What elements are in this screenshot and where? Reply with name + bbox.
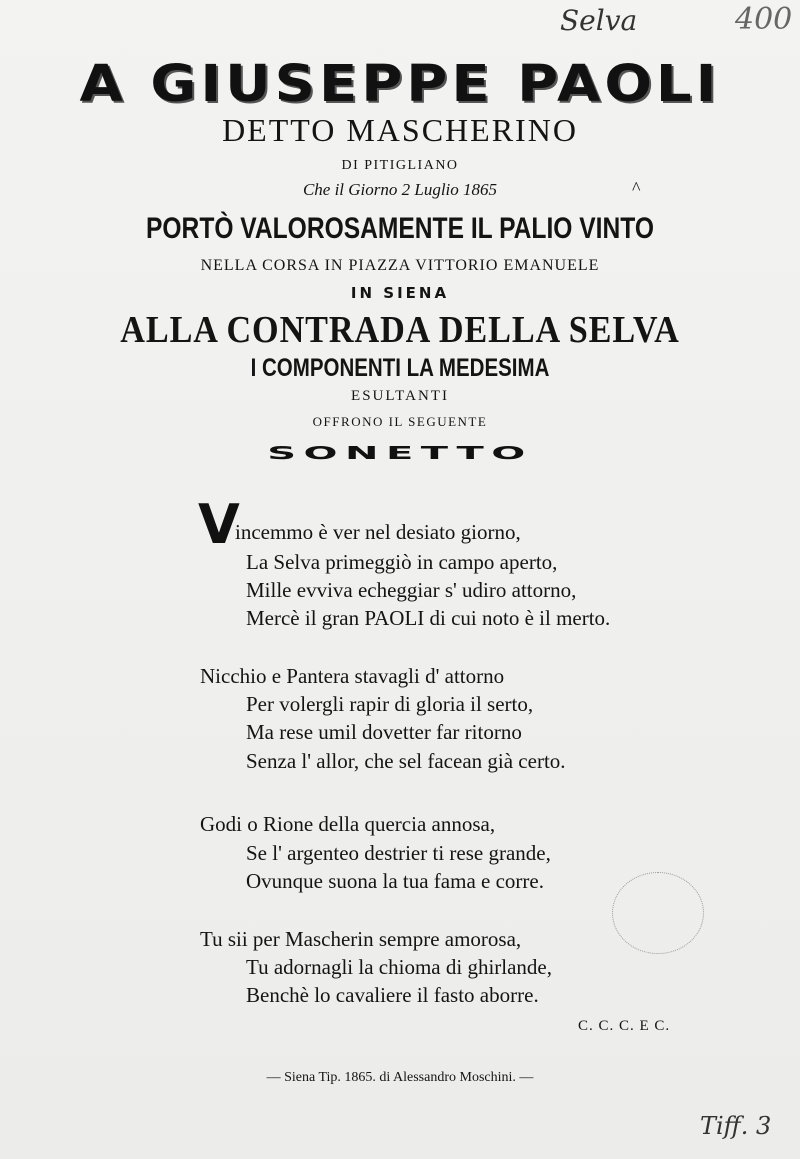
- drop-cap: V: [198, 493, 240, 556]
- deed-line: PORTÒ VALOROSAMENTE IL PALIO VINTO: [146, 212, 654, 245]
- poem-line: Benchè lo cavaliere il fasto aborre.: [246, 983, 539, 1007]
- race-line: NELLA CORSA IN PIAZZA VITTORIO EMANUELE: [200, 257, 600, 274]
- sonnet-heading: SONETTO: [267, 442, 533, 464]
- origin-line: DI PITIGLIANO: [341, 158, 459, 173]
- printer-imprint: — Siena Tip. 1865. di Alessandro Moschini. —: [266, 1070, 534, 1085]
- poem-line: Tu adornagli la chioma di ghirlande,: [246, 955, 552, 979]
- subtitle: DETTO MASCHERINO: [222, 112, 578, 148]
- poem-line: Per volergli rapir di gloria il serto,: [246, 692, 534, 716]
- poem-line: Mille evviva echeggiar s' udiro attorno,: [246, 578, 577, 602]
- poem-line: Ovunque suona la tua fama e corre.: [246, 869, 544, 893]
- poem-line: Tu sii per Mascherin sempre amorosa,: [200, 927, 522, 951]
- archive-reference: Tiff. 3: [700, 1112, 772, 1140]
- handwritten-note: Selva: [560, 4, 638, 37]
- caret-mark: ^: [632, 178, 641, 198]
- poem-line: Godi o Rione della quercia annosa,: [200, 812, 496, 836]
- poem-line: Se l' argenteo destrier ti rese grande,: [246, 841, 551, 865]
- exulting-line: ESULTANTI: [351, 388, 449, 404]
- signature: C. C. C. E C.: [578, 1018, 671, 1034]
- poster-title: A GIUSEPPE PAOLI: [79, 55, 721, 114]
- handwritten-number: 400: [735, 2, 793, 37]
- poem-line: Ma rese umil dovetter far ritorno: [246, 720, 522, 744]
- poem-line: Mercè il gran PAOLI di cui noto è il merto.: [246, 606, 611, 630]
- offer-line: OFFRONO IL SEGUENTE: [312, 414, 488, 429]
- library-stamp: [612, 872, 704, 954]
- poem-line: incemmo è ver nel desiato giorno,: [235, 520, 521, 544]
- poem-line: La Selva primeggiò in campo aperto,: [246, 550, 558, 574]
- poem-line: Nicchio e Pantera stavagli d' attorno: [200, 664, 505, 688]
- date-line: Che il Giorno 2 Luglio 1865: [302, 180, 498, 199]
- poem-line: Senza l' allor, che sel facean già certo.: [246, 749, 566, 773]
- members-line: I COMPONENTI LA MEDESIMA: [250, 354, 550, 382]
- contrada-line: ALLA CONTRADA DELLA SELVA: [120, 309, 680, 351]
- city-line: IN SIENA: [350, 284, 450, 302]
